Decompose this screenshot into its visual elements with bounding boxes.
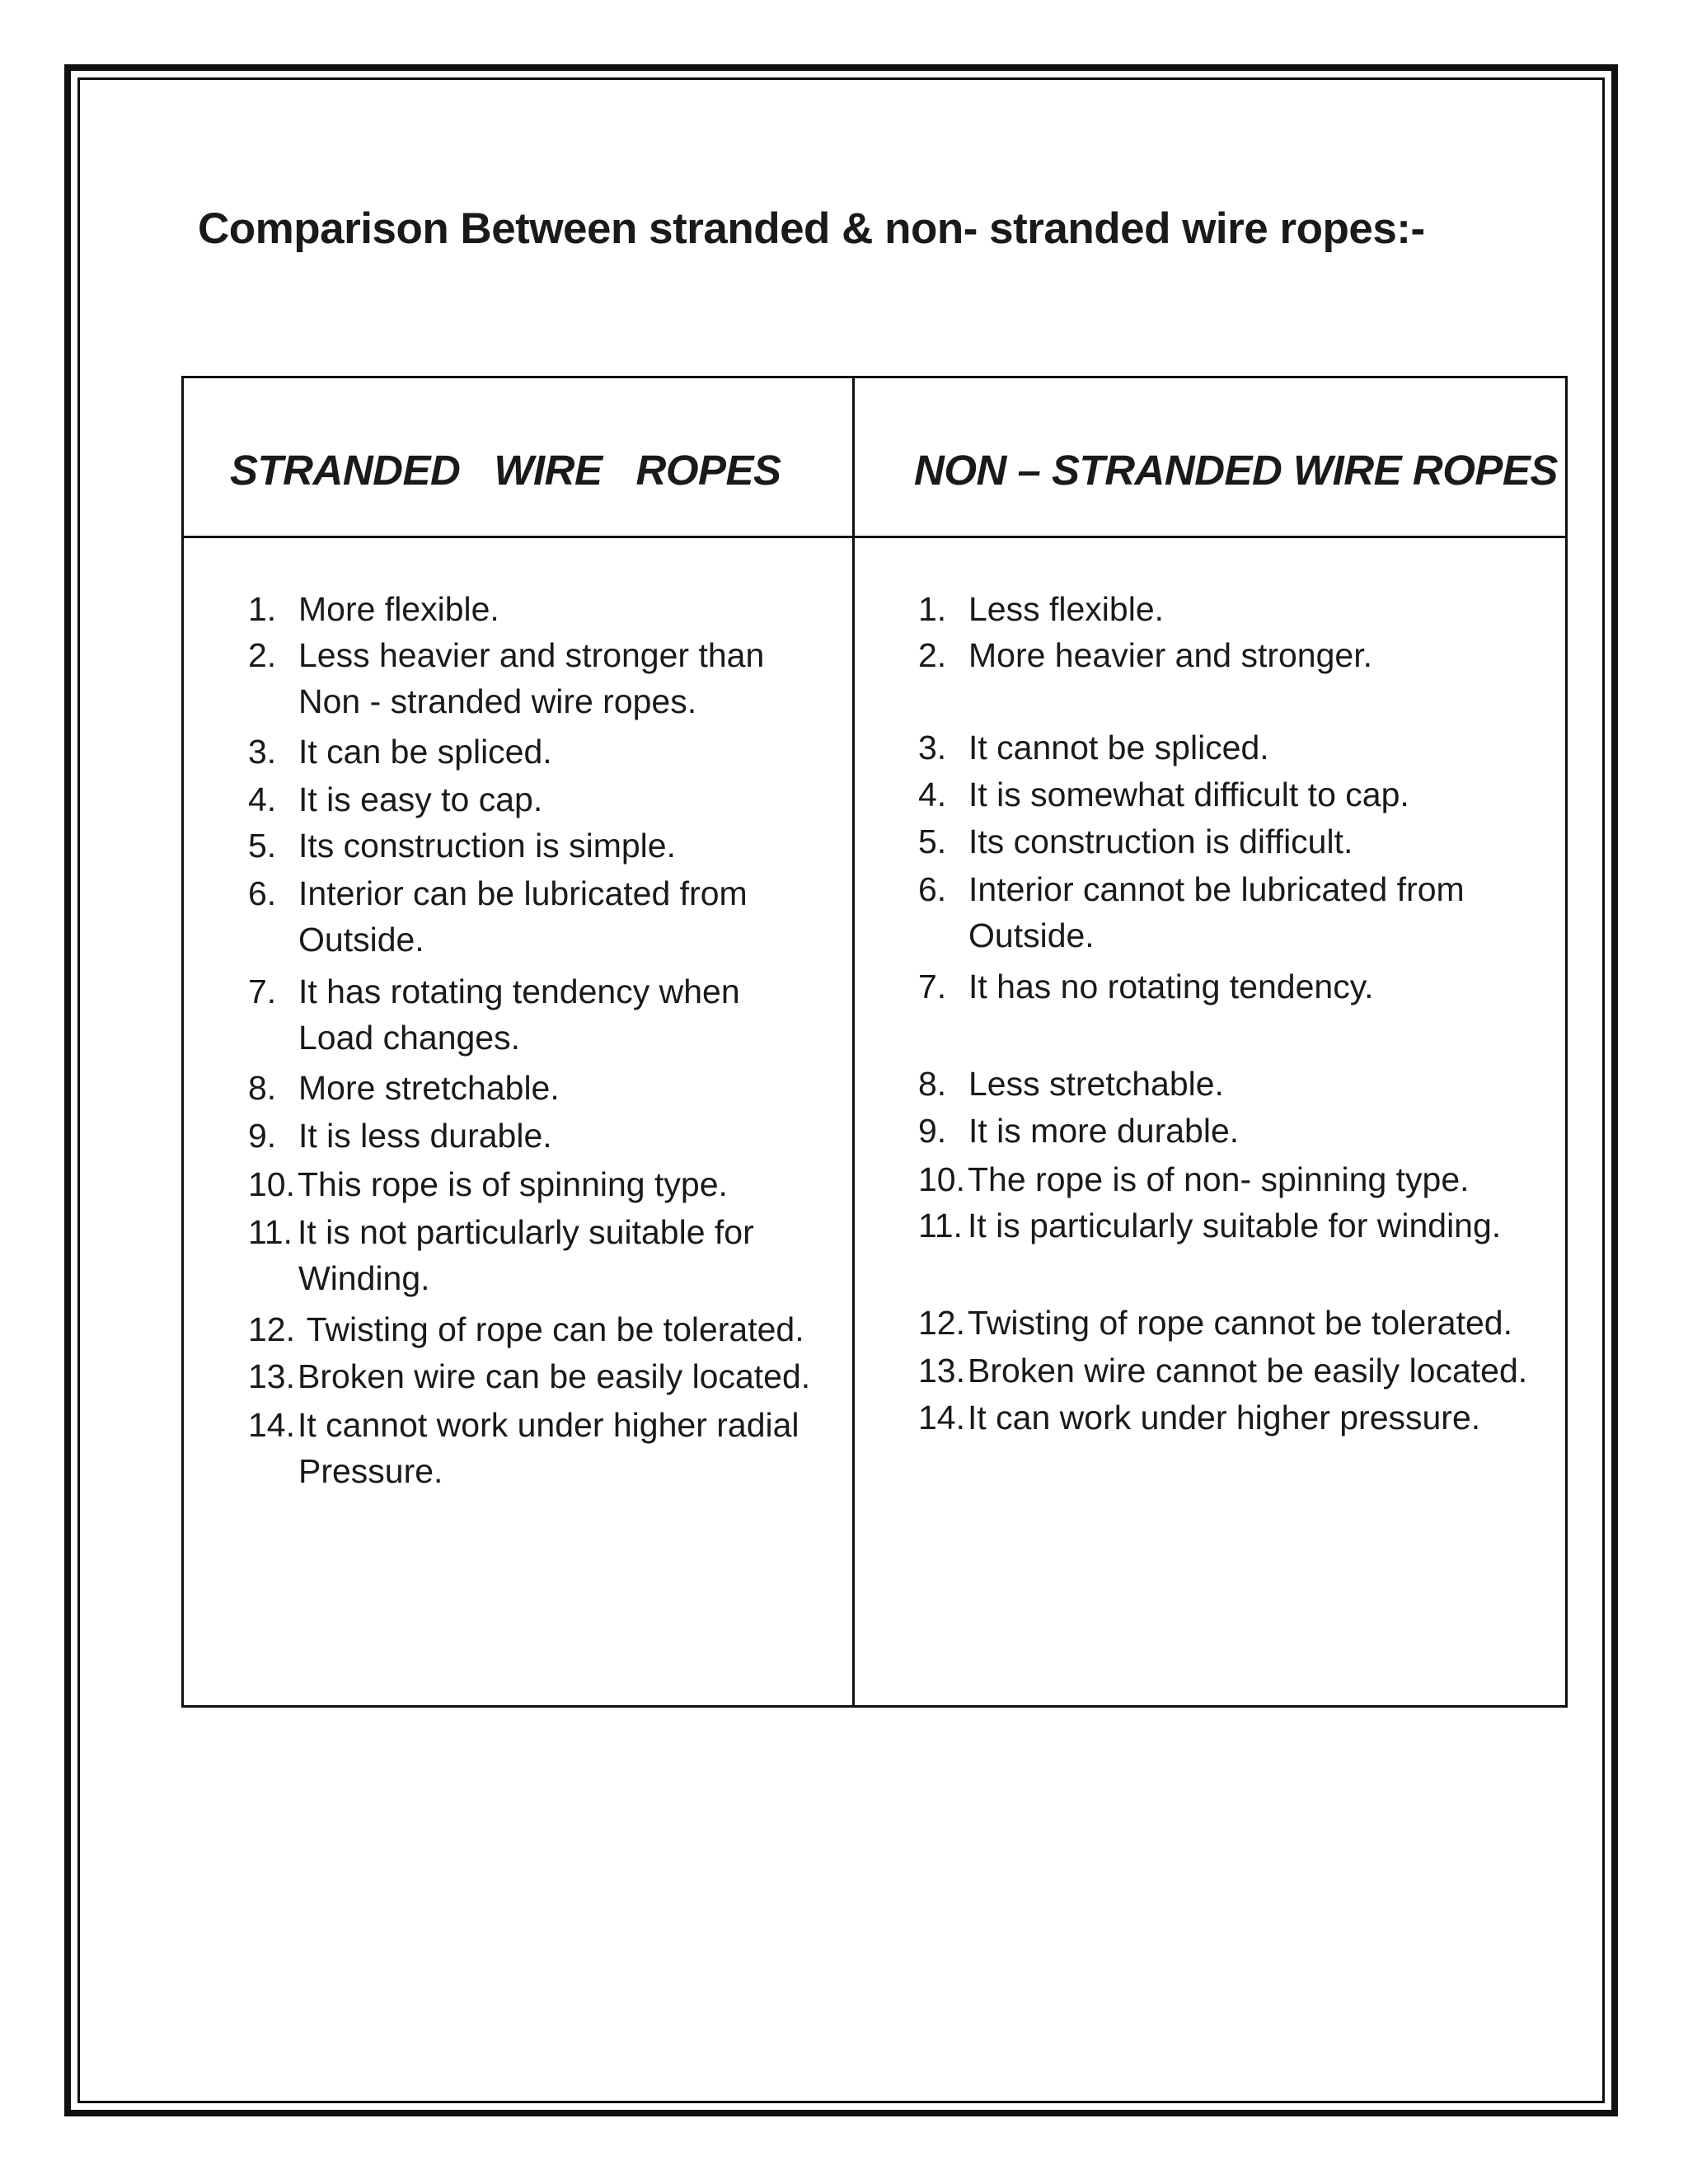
list-item-text: Less stretchable. (968, 1065, 1224, 1103)
list-item-number: 13. (918, 1352, 965, 1390)
list-item-number: 11. (248, 1213, 293, 1251)
list-item-text: It is more durable. (968, 1112, 1240, 1150)
list-item-text: It is somewhat difficult to cap. (968, 776, 1409, 813)
list-item-number: 3. (918, 729, 947, 766)
list-item-number: 13. (248, 1357, 295, 1395)
list-item-text: It can work under higher pressure. (968, 1399, 1481, 1436)
list-item-number: 10. (918, 1160, 965, 1198)
list-item-text: Load changes. (298, 1019, 521, 1057)
header-divider (184, 536, 1565, 538)
list-item-number: 10. (248, 1165, 295, 1203)
list-item-text: Outside. (298, 921, 424, 958)
list-item-text: Broken wire can be easily located. (298, 1357, 811, 1395)
list-item-text: Outside. (968, 916, 1095, 954)
list-item-number: 12. (248, 1310, 295, 1348)
list-item-number: 11. (918, 1207, 963, 1244)
list-item-text: Pressure. (298, 1452, 443, 1490)
list-item-text: It cannot be spliced. (968, 729, 1269, 766)
comparison-table (181, 376, 1568, 1708)
list-item-text: Its construction is simple. (298, 827, 676, 865)
list-item-text: Winding. (298, 1259, 430, 1297)
list-item-number: 9. (248, 1117, 277, 1155)
list-item-text: Its construction is difficult. (968, 823, 1353, 860)
list-item-text: Interior cannot be lubricated from (968, 870, 1465, 908)
list-item-number: 8. (248, 1069, 277, 1107)
non-stranded-column-header: NON – STRANDED WIRE ROPES (914, 447, 1558, 494)
list-item-text: It has no rotating tendency. (968, 968, 1374, 1005)
list-item-number: 6. (248, 874, 277, 912)
column-divider (852, 378, 855, 1705)
list-item-number: 12. (918, 1304, 965, 1342)
list-item-number: 5. (918, 823, 947, 860)
list-item-number: 2. (918, 636, 947, 674)
list-item-text: It cannot work under higher radial (298, 1406, 799, 1444)
list-item-text: The rope is of non- spinning type. (968, 1160, 1470, 1198)
list-item-text: This rope is of spinning type. (298, 1165, 728, 1203)
list-item-text: Less heavier and stronger than (298, 636, 765, 674)
list-item-number: 4. (248, 780, 277, 818)
list-item-text: It is not particularly suitable for (298, 1213, 754, 1251)
list-item-number: 1. (918, 590, 947, 628)
list-item-text: Twisting of rope can be tolerated. (298, 1310, 804, 1348)
list-item-number: 8. (918, 1065, 947, 1103)
list-item-number: 3. (248, 733, 277, 771)
list-item-text: Broken wire cannot be easily located. (968, 1352, 1528, 1390)
list-item-number: 14. (248, 1406, 295, 1444)
list-item-number: 14. (918, 1399, 965, 1436)
list-item-number: 7. (248, 972, 277, 1010)
page-title: Comparison Between stranded & non- stranded wire ropes:- (198, 204, 1425, 253)
list-item-text: It is less durable. (298, 1117, 552, 1155)
list-item-text: Less flexible. (968, 590, 1165, 628)
list-item-text: Twisting of rope cannot be tolerated. (968, 1304, 1512, 1342)
list-item-number: 1. (248, 590, 277, 628)
list-item-number: 4. (918, 776, 947, 813)
list-item-text: Interior can be lubricated from (298, 874, 748, 912)
list-item-text: It has rotating tendency when (298, 972, 740, 1010)
list-item-number: 7. (918, 968, 947, 1005)
list-item-text: Non - stranded wire ropes. (298, 682, 697, 720)
list-item-text: It can be spliced. (298, 733, 552, 771)
list-item-text: It is particularly suitable for winding. (968, 1207, 1502, 1244)
list-item-text: It is easy to cap. (298, 780, 543, 818)
list-item-number: 2. (248, 636, 277, 674)
list-item-text: More flexible. (298, 590, 499, 628)
list-item-number: 9. (918, 1112, 947, 1150)
list-item-number: 6. (918, 870, 947, 908)
list-item-text: More stretchable. (298, 1069, 560, 1107)
list-item-number: 5. (248, 827, 277, 865)
stranded-column-header: STRANDED WIRE ROPES (230, 447, 781, 494)
list-item-text: More heavier and stronger. (968, 636, 1372, 674)
